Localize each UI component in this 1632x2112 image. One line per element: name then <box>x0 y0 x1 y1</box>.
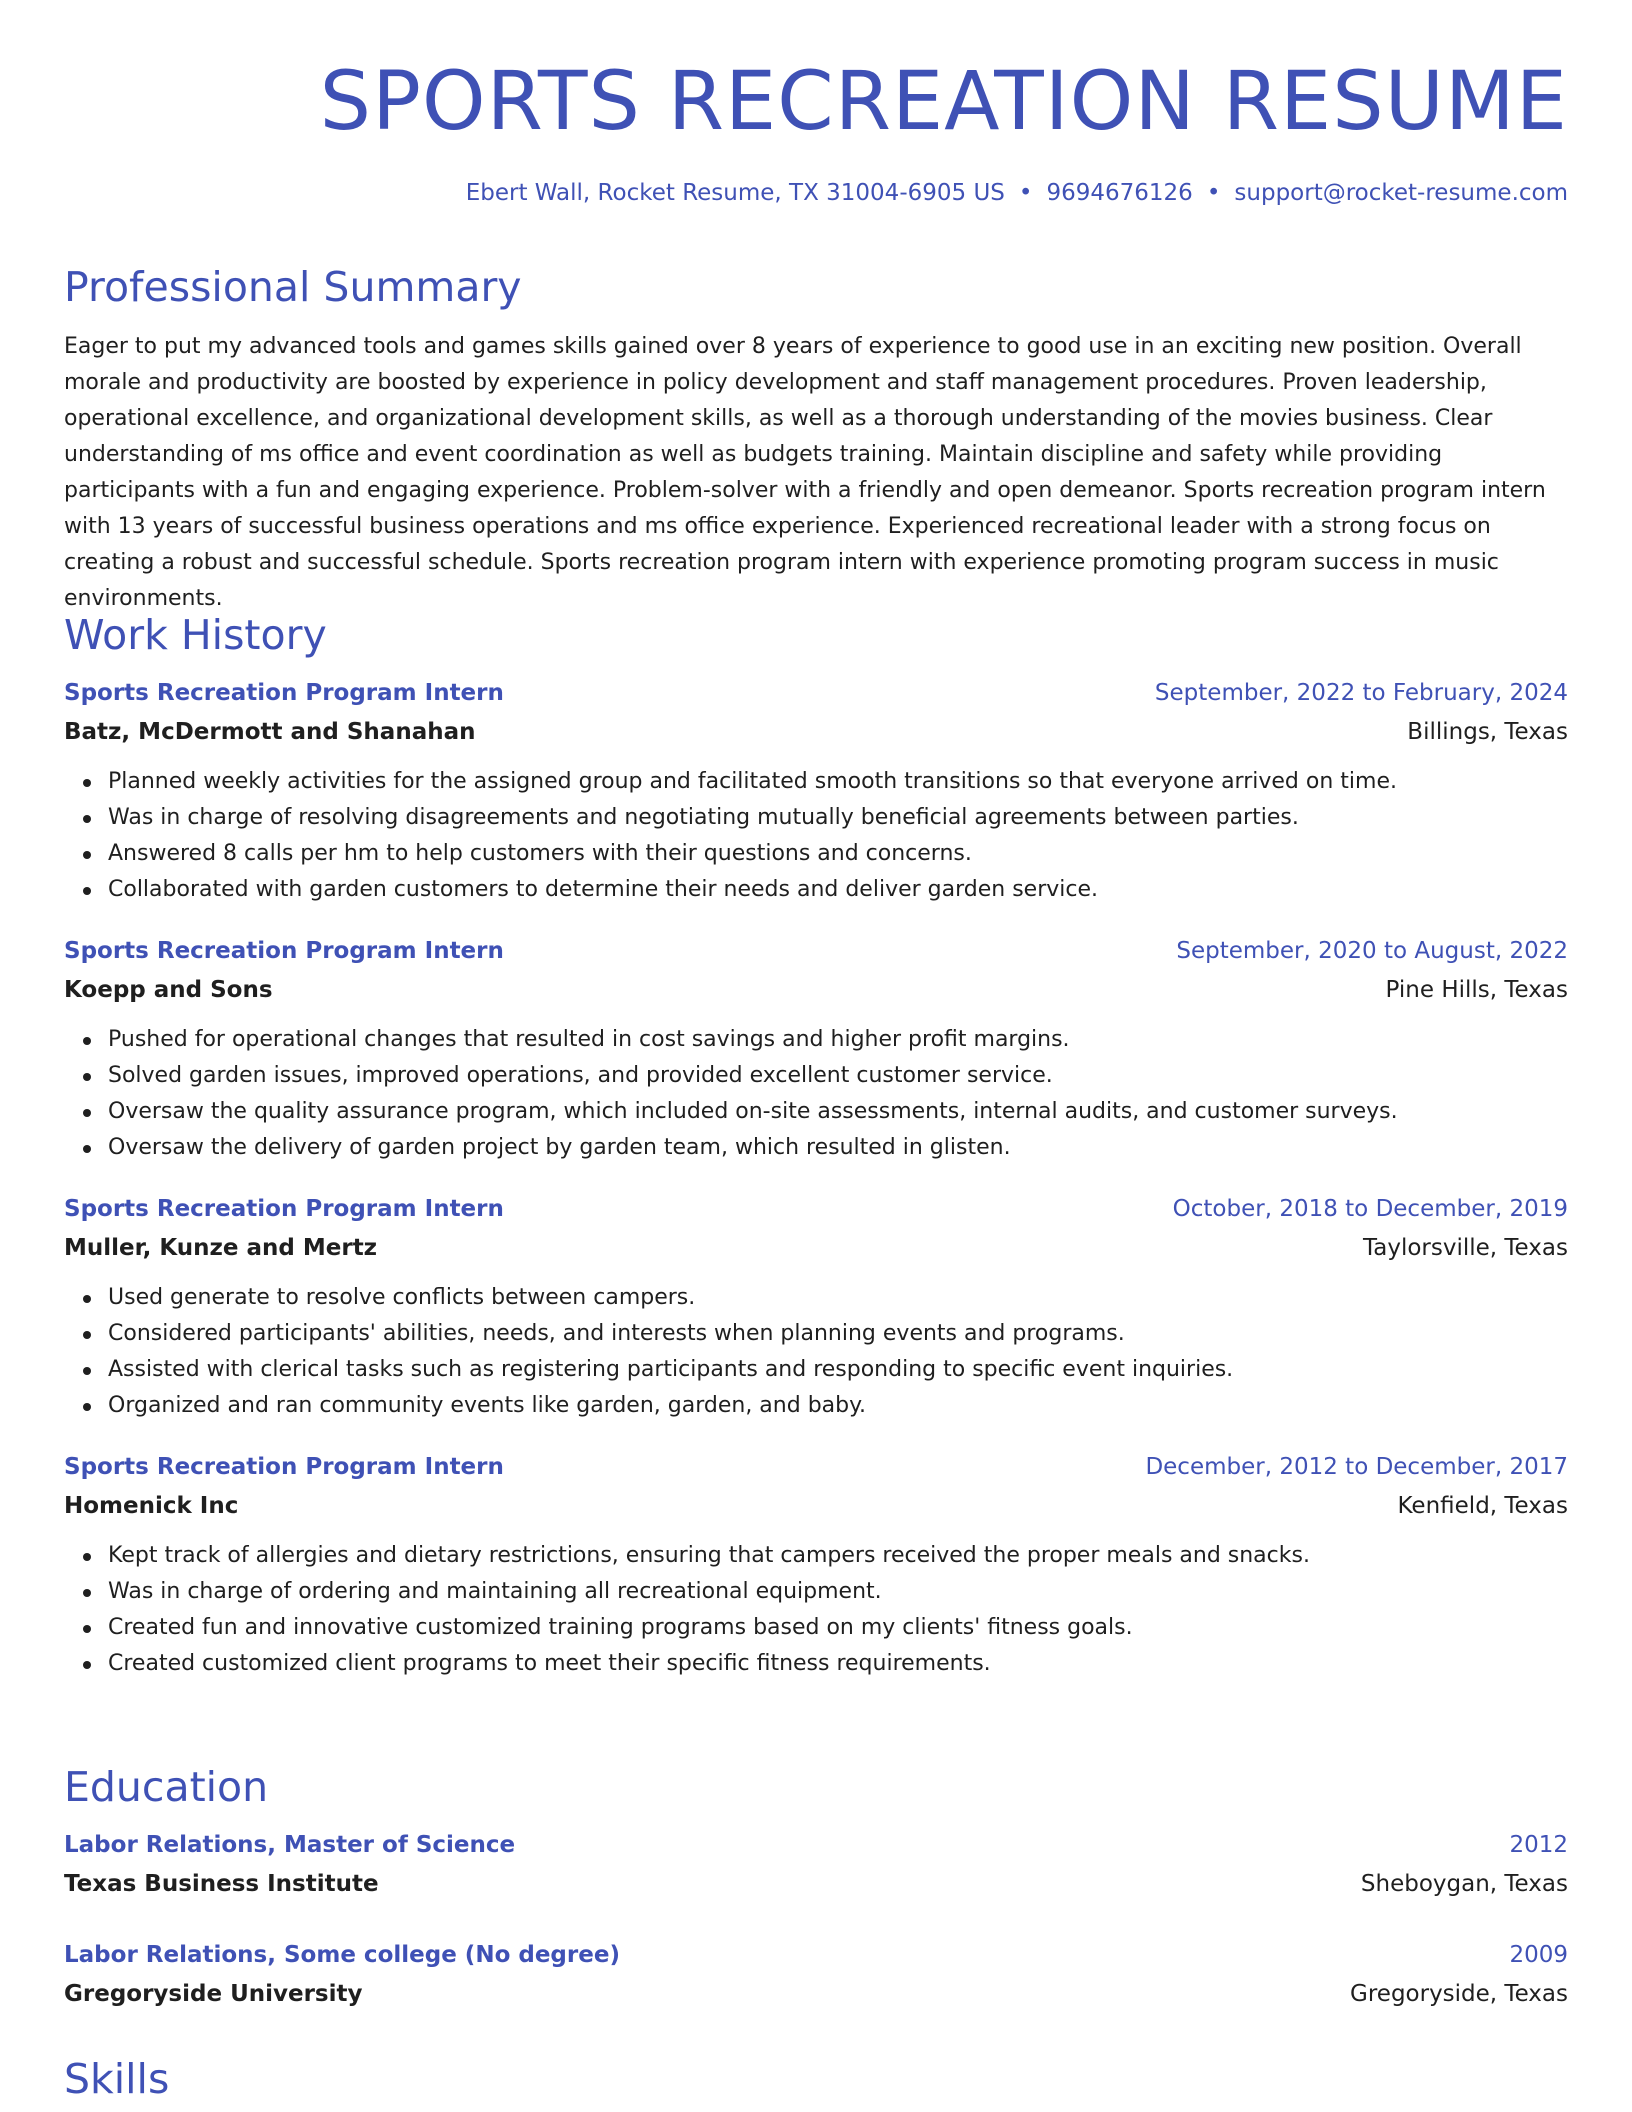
skills-heading: Skills <box>64 2055 170 2103</box>
job-title: Sports Recreation Program Intern <box>64 938 504 964</box>
job-entry <box>64 1190 1568 1424</box>
company-name: Batz, McDermott and Shanahan <box>64 719 476 745</box>
bullet-item: Assisted with clerical tasks such as registering participants and responding to specific event inquiries. <box>108 1352 1568 1388</box>
education-heading: Education <box>64 1763 269 1811</box>
bullet-item: Kept track of allergies and dietary restrictions, ensuring that campers received the proper meals and snacks. <box>108 1538 1568 1574</box>
school-location: Sheboygan, Texas <box>1360 1871 1568 1897</box>
job-dates: September, 2020 to August, 2022 <box>1176 938 1568 964</box>
job-title: Sports Recreation Program Intern <box>64 680 504 706</box>
school-location: Gregoryside, Texas <box>1350 1981 1568 2007</box>
job-dates: December, 2012 to December, 2017 <box>1145 1454 1568 1480</box>
bullet-item: Organized and ran community events like garden, garden, and baby. <box>108 1388 1568 1424</box>
resume-title: SPORTS RECREATION RESUME <box>319 55 1568 149</box>
contact-separator: • <box>1018 180 1033 206</box>
job-dates: September, 2022 to February, 2024 <box>1154 680 1568 706</box>
job-title: Sports Recreation Program Intern <box>64 1196 504 1222</box>
education-entry <box>64 1826 1568 1904</box>
company-name: Homenick Inc <box>64 1493 239 1519</box>
education-section <box>64 1762 1568 2014</box>
bullet-item: Planned weekly activities for the assigned group and facilitated smooth transitions so that everyone arrived on time. <box>108 764 1568 800</box>
skills-section <box>64 2054 1568 2104</box>
school-name: Gregoryside University <box>64 1981 363 2007</box>
degree-title: Labor Relations, Some college (No degree) <box>64 1942 620 1968</box>
contact-separator: • <box>1206 180 1221 206</box>
bullet-item: Collaborated with garden customers to determine their needs and deliver garden service. <box>108 872 1568 908</box>
bullet-item: Pushed for operational changes that resulted in cost savings and higher profit margins. <box>108 1022 1568 1058</box>
bullet-item: Was in charge of resolving disagreements and negotiating mutually beneficial agreements between parties. <box>108 800 1568 836</box>
summary-text: Eager to put my advanced tools and games skills gained over 8 years of experience to good use in an exciting new position. Overall morale and productivity are boosted by experience in policy development and staff management procedures. Proven leadership, operational excellence, and organizational development skills, as well as a thorough understanding of the movies business. Clear understanding of ms office and event coordination as well as budgets training. Maintain discipline and safety while providing participants with a fun and engaging experience. Problem-solver with a friendly and open demeanor. Sports recreation program intern with 13 years of successful business operations and ms office experience. Experienced recreational leader with a strong focus on creating a robust and successful schedule. Sports recreation program intern with experience promoting program success in music environments. <box>64 334 1546 611</box>
contact-phone[interactable]: 9694676126 <box>1046 180 1193 206</box>
job-entry <box>64 932 1568 1166</box>
job-bullets <box>64 1538 1568 1682</box>
bullet-item: Created customized client programs to meet their specific fitness requirements. <box>108 1646 1568 1682</box>
job-entry <box>64 1448 1568 1682</box>
bullet-item: Was in charge of ordering and maintaining all recreational equipment. <box>108 1574 1568 1610</box>
contact-line <box>466 178 1568 208</box>
bullet-item: Oversaw the delivery of garden project by garden team, which resulted in glisten. <box>108 1130 1568 1166</box>
bullet-item: Created fun and innovative customized training programs based on my clients' fitness goals. <box>108 1610 1568 1646</box>
education-entry <box>64 1936 1568 2014</box>
bullet-item: Solved garden issues, improved operations, and provided excellent customer service. <box>108 1058 1568 1094</box>
work-history-section <box>64 610 1568 1682</box>
education-year: 2009 <box>1509 1942 1568 1968</box>
work-history-heading: Work History <box>64 611 327 659</box>
bullet-item: Considered participants' abilities, needs, and interests when planning events and programs. <box>108 1316 1568 1352</box>
bullet-item: Oversaw the quality assurance program, which included on-site assessments, internal audits, and customer surveys. <box>108 1094 1568 1130</box>
degree-title: Labor Relations, Master of Science <box>64 1832 516 1858</box>
job-location: Billings, Texas <box>1407 719 1568 745</box>
company-name: Koepp and Sons <box>64 977 273 1003</box>
job-bullets <box>64 1280 1568 1424</box>
contact-email[interactable]: support@rocket-resume.com <box>1234 180 1568 206</box>
job-title: Sports Recreation Program Intern <box>64 1454 504 1480</box>
bullet-item: Used generate to resolve conflicts between campers. <box>108 1280 1568 1316</box>
job-dates: October, 2018 to December, 2019 <box>1172 1196 1568 1222</box>
job-location: Kenfield, Texas <box>1397 1493 1568 1519</box>
job-bullets <box>64 1022 1568 1166</box>
contact-address: Ebert Wall, Rocket Resume, TX 31004-6905 US <box>465 180 1005 206</box>
bullet-item: Answered 8 calls per hm to help customers with their questions and concerns. <box>108 836 1568 872</box>
job-bullets <box>64 764 1568 908</box>
school-name: Texas Business Institute <box>64 1871 379 1897</box>
job-location: Pine Hills, Texas <box>1385 977 1568 1003</box>
education-year: 2012 <box>1509 1832 1568 1858</box>
company-name: Muller, Kunze and Mertz <box>64 1235 378 1261</box>
job-entry <box>64 674 1568 908</box>
summary-heading: Professional Summary <box>64 263 522 311</box>
job-location: Taylorsville, Texas <box>1363 1235 1568 1261</box>
summary-section <box>64 262 1568 617</box>
